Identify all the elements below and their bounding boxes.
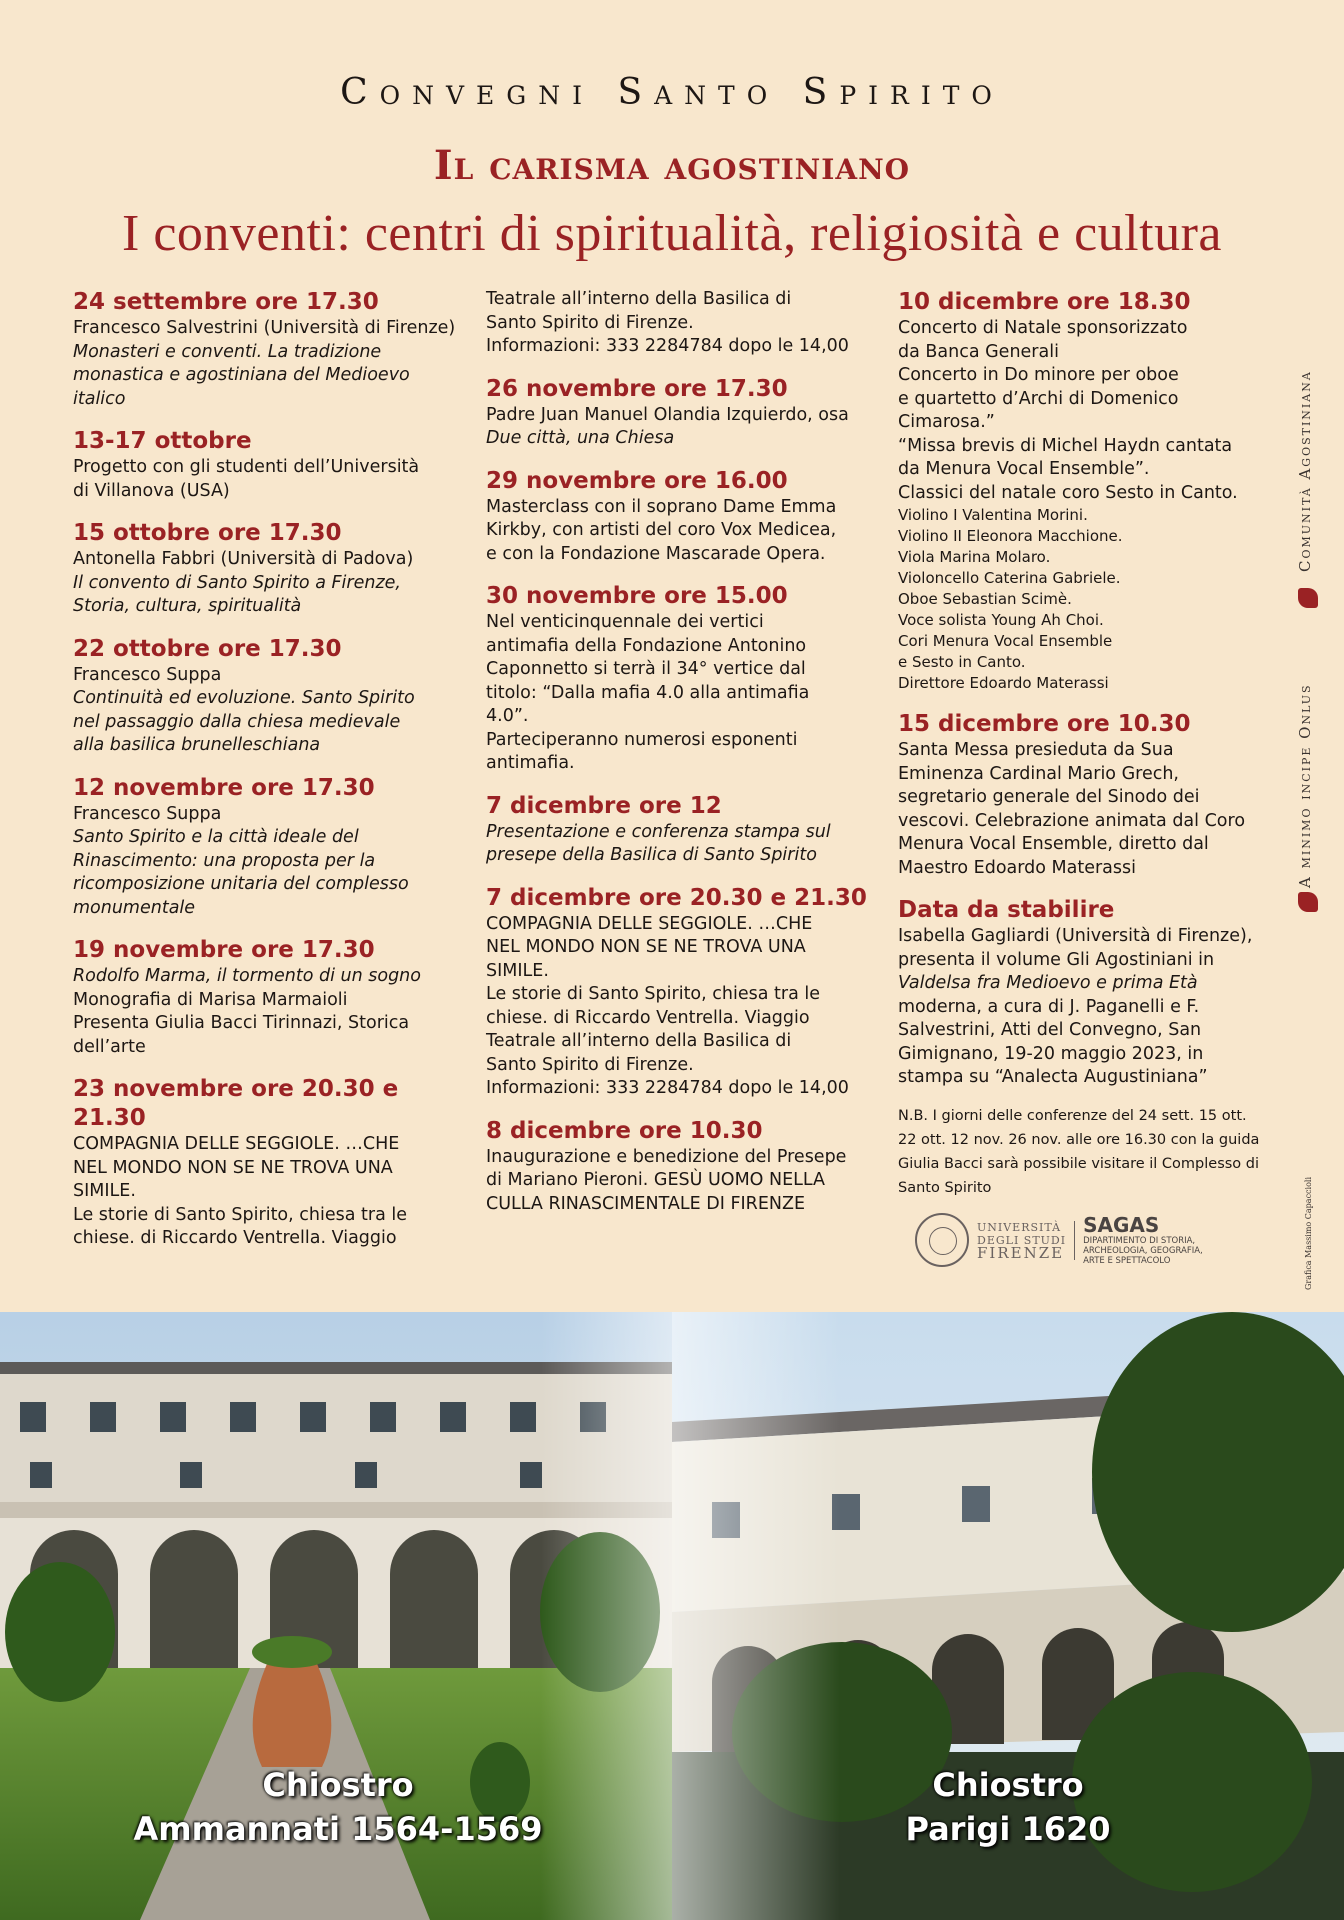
event-entry [73,288,473,411]
event-description-line: Oboe Sebastian Scimè. [898,590,1072,608]
event-description-line: Cimarosa.” [898,412,995,432]
main-title: Il carisma agostiniano [433,142,911,189]
event-entry [486,884,886,1101]
community-motto: A minimo incipe Onlus [1296,683,1314,888]
event-description-line: Caponnetto si terrà il 34° vertice dal [486,659,806,679]
event-description-line: monastica e agostiniana del Medioevo [73,365,410,385]
event-description-line: Direttore Edoardo Materassi [898,674,1109,692]
event-description-line: Presentazione e conferenza stampa sul [486,821,831,842]
event-description-line: Nel venticinquennale dei vertici [486,612,764,632]
event-description-line: Viola Marina Molaro. [898,548,1051,566]
event-entry [486,792,886,868]
event-date: 22 ottobre ore 17.30 [73,635,342,662]
event-description-line: Gimignano, 19-20 maggio 2023, in [898,1043,1204,1064]
event-description-line: Padre Juan Manuel Olandia Izquierdo, osa [486,404,849,425]
university-seal-icon [915,1213,969,1267]
event-entry [73,635,473,758]
event-description-line: Salvestrini, Atti del Convegno, San [898,1020,1202,1040]
event-description-line: Teatrale all’interno della Basilica di [486,289,792,309]
event-date: 7 dicembre ore 20.30 e 21.30 [486,884,867,911]
event-description-line: Informazioni: 333 2284784 dopo le 14,00 [486,1078,849,1098]
event-description-line: Continuità ed evoluzione. Santo Spirito [73,688,415,708]
event-description-line: alla basilica brunelleschiana [73,735,321,755]
caption-right-line-2: Parigi 1620 [905,1810,1111,1848]
event-entry [898,710,1290,880]
event-entry [486,1117,886,1217]
event-description-line: moderna, a cura di J. Paganelli e F. [898,996,1200,1017]
university-line-1: UNIVERSITÀ [977,1220,1062,1234]
event-date: 30 novembre ore 15.00 [486,583,788,609]
university-line-2: DEGLI STUDI [977,1233,1067,1247]
event-date: 15 dicembre ore 10.30 [898,711,1191,737]
sagas-desc-1: DIPARTIMENTO DI STORIA, [1083,1236,1196,1246]
event-description-line: CULLA RINASCIMENTALE DI FIRENZE [486,1193,806,1214]
event-date: 19 novembre ore 17.30 [73,937,375,963]
event-entry [486,467,886,567]
event-description-line: Il convento di Santo Spirito a Firenze, [73,572,401,593]
motto-emblem-icon [1298,892,1318,912]
event-date: 7 dicembre ore 12 [486,792,722,819]
event-description-line: chiese. di Riccardo Ventrella. Viaggio [73,1228,397,1248]
event-description-line: Valdelsa fra Medioevo e prima Età [898,973,1198,993]
event-entry [73,774,473,921]
event-description-line: Santo Spirito di Firenze. [486,1054,694,1075]
event-description-line: nel passaggio dalla chiesa medievale [73,711,401,732]
event-description-line: Kirkby, con artisti del coro Vox Medicea, [486,520,837,540]
events-column-1 [73,288,473,1267]
photo-ammannati-cloister [0,1312,676,1920]
subtitle: I conventi: centri di spiritualità, religiosità e cultura [122,205,1222,262]
event-description-line: Monografia di Marisa Marmaioli [73,989,348,1010]
event-description-line: Progetto con gli studenti dell’Università [73,457,420,477]
sagas-desc-3: ARTE E SPETTACOLO [1083,1256,1171,1266]
events-column-3 [898,288,1290,1198]
event-description-line: Eminenza Cardinal Mario Grech, [898,763,1179,784]
event-description-line: Voce solista Young Ah Choi. [898,611,1104,629]
event-description-line: antimafia della Fondazione Antonino [486,635,807,656]
event-entry [898,896,1290,1090]
event-description-line: NEL MONDO NON SE NE TROVA UNA [486,937,806,957]
event-description-line: Francesco Suppa [73,803,222,824]
event-description-line: Cori Menura Vocal Ensemble [898,632,1113,650]
event-description-line: Francesco Salvestrini (Università di Firenze) [73,318,456,338]
event-description-line: ricomposizione unitaria del complesso [73,874,409,894]
event-description-line: Le storie di Santo Spirito, chiesa tra le [486,984,820,1004]
event-description-line: COMPAGNIA DELLE SEGGIOLE. …CHE [73,1134,400,1154]
event-description-line: 4.0”. [486,706,529,726]
event-entry [73,936,473,1059]
visit-note-line: Santo Spirito [898,1179,992,1196]
event-description-line: Concerto di Natale sponsorizzato [898,318,1188,338]
event-description-line: Santo Spirito di Firenze. [486,312,694,333]
event-date: 8 dicembre ore 10.30 [486,1117,763,1144]
sagas-desc-2: ARCHEOLOGIA, GEOGRAFIA, [1083,1246,1203,1256]
photo-parigi-cloister [672,1312,1344,1920]
event-date: 24 settembre ore 17.30 [73,289,379,315]
event-description-line: da Menura Vocal Ensemble”. [898,459,1150,479]
event-description-line: Inaugurazione e benedizione del Presepe [486,1146,847,1167]
event-date: 12 novembre ore 17.30 [73,774,375,801]
event-entry [486,582,886,776]
event-description-line: di Mariano Pieroni. GESÙ UOMO NELLA [486,1170,826,1190]
events-column-2 [486,288,886,1232]
event-description-line: Storia, cultura, spiritualità [73,596,302,616]
event-description-line: Antonella Fabbri (Università di Padova) [73,549,414,569]
event-description-line: e Sesto in Canto. [898,653,1026,671]
caption-left-line-1: Chiostro [262,1766,414,1804]
event-description-line: Maestro Edoardo Materassi [898,857,1136,878]
event-date: 29 novembre ore 16.00 [486,467,788,494]
event-date: 15 ottobre ore 17.30 [73,520,342,546]
cloister-photos [0,1312,1344,1920]
event-description-line: COMPAGNIA DELLE SEGGIOLE. …CHE [486,913,813,934]
event-description-line: da Banca Generali [898,341,1059,362]
community-name: Comunità Agostiniana [1296,370,1314,572]
event-entry [73,427,473,503]
graphic-credit: Grafica Massimo Capaccioli [1304,1176,1313,1290]
event-description-line: “Missa brevis di Michel Haydn cantata [898,435,1233,456]
event-description-line: Parteciperanno numerosi esponenti [486,729,798,750]
event-description-line: Menura Vocal Ensemble, diretto dal [898,834,1209,854]
event-description-line: Presenta Giulia Bacci Tirinnazi, Storica [73,1013,410,1033]
event-date: 23 novembre ore 20.30 e 21.30 [73,1076,399,1131]
event-description-line: di Villanova (USA) [73,480,230,501]
event-description-line: Isabella Gagliardi (Università di Firenze), [898,926,1253,946]
event-entry [73,1075,473,1251]
event-date: 13-17 ottobre [73,428,252,454]
series-title: Convegni Santo Spirito [340,72,1004,113]
event-description-line: Classici del natale coro Sesto in Canto. [898,482,1238,503]
event-description-line: Concerto in Do minore per oboe [898,365,1179,385]
caption-right-line-1: Chiostro [932,1766,1084,1804]
event-description-line: Santa Messa presieduta da Sua [898,740,1174,760]
event-description-line: Violino II Eleonora Macchione. [898,527,1123,545]
event-date: Data da stabilire [898,897,1115,923]
event-description-line: e quartetto d’Archi di Domenico [898,388,1179,409]
event-date: 26 novembre ore 17.30 [486,375,788,402]
event-description-line: e con la Fondazione Mascarade Opera. [486,543,826,564]
visit-note-line: 22 ott. 12 nov. 26 nov. alle ore 16.30 con la guida [898,1131,1260,1148]
event-entry [486,375,886,451]
university-line-3: FIRENZE [977,1243,1065,1262]
event-entry [73,519,473,619]
event-date: 10 dicembre ore 18.30 [898,289,1191,315]
event-description-line: NEL MONDO NON SE NE TROVA UNA [73,1157,393,1178]
event-description-line: Santo Spirito e la città ideale del [73,827,359,847]
event-description-line: SIMILE. [73,1181,136,1201]
caption-left-line-2: Ammannati 1564-1569 [133,1810,543,1848]
event-description-line: Violino I Valentina Morini. [898,506,1088,524]
event-description-line: Rinascimento: una proposta per la [73,850,376,871]
university-logo [977,1221,1075,1260]
event-description-line: Monasteri e conventi. La tradizione [73,341,382,362]
event-description-line: Teatrale all’interno della Basilica di [486,1031,792,1051]
event-entry [898,288,1290,694]
event-description-line: monumentale [73,897,196,918]
event-description-line: titolo: “Dalla mafia 4.0 alla antimafia [486,682,810,703]
event-description-line: Rodolfo Marma, il tormento di un sogno [73,966,421,986]
event-description-line: chiese. di Riccardo Ventrella. Viaggio [486,1007,810,1028]
event-description-line: presepe della Basilica di Santo Spirito [486,845,817,865]
sagas-logo [1083,1214,1203,1266]
sponsor-logos [915,1210,1275,1270]
event-description-line: Masterclass con il soprano Dame Emma [486,496,837,517]
event-description-line: Due città, una Chiesa [486,428,675,448]
visit-note-line: N.B. I giorni delle conferenze del 24 sett. 15 ott. [898,1107,1247,1124]
sagas-name: SAGAS [1083,1213,1160,1237]
visit-note-line: Giulia Bacci sarà possibile visitare il Complesso di [898,1155,1260,1172]
event-description-line: Francesco Suppa [73,664,222,685]
event-description-line: presenta il volume Gli Agostiniani in [898,949,1215,970]
event-description-line: dell’arte [73,1036,146,1057]
event-description-line: vescovi. Celebrazione animata dal Coro [898,810,1246,831]
event-description-line: segretario generale del Sinodo dei [898,787,1200,807]
event-description-line: italico [73,388,126,409]
event-description-line: Le storie di Santo Spirito, chiesa tra le [73,1204,407,1225]
community-emblem-icon [1298,588,1318,608]
event-description-line: stampa su “Analecta Augustiniana” [898,1067,1208,1087]
event-description-line: Informazioni: 333 2284784 dopo le 14,00 [486,336,849,356]
event-description-line: antimafia. [486,753,575,773]
event-description-line: Violoncello Caterina Gabriele. [898,569,1121,587]
event-entry [486,288,886,359]
event-description-line: SIMILE. [486,960,549,981]
